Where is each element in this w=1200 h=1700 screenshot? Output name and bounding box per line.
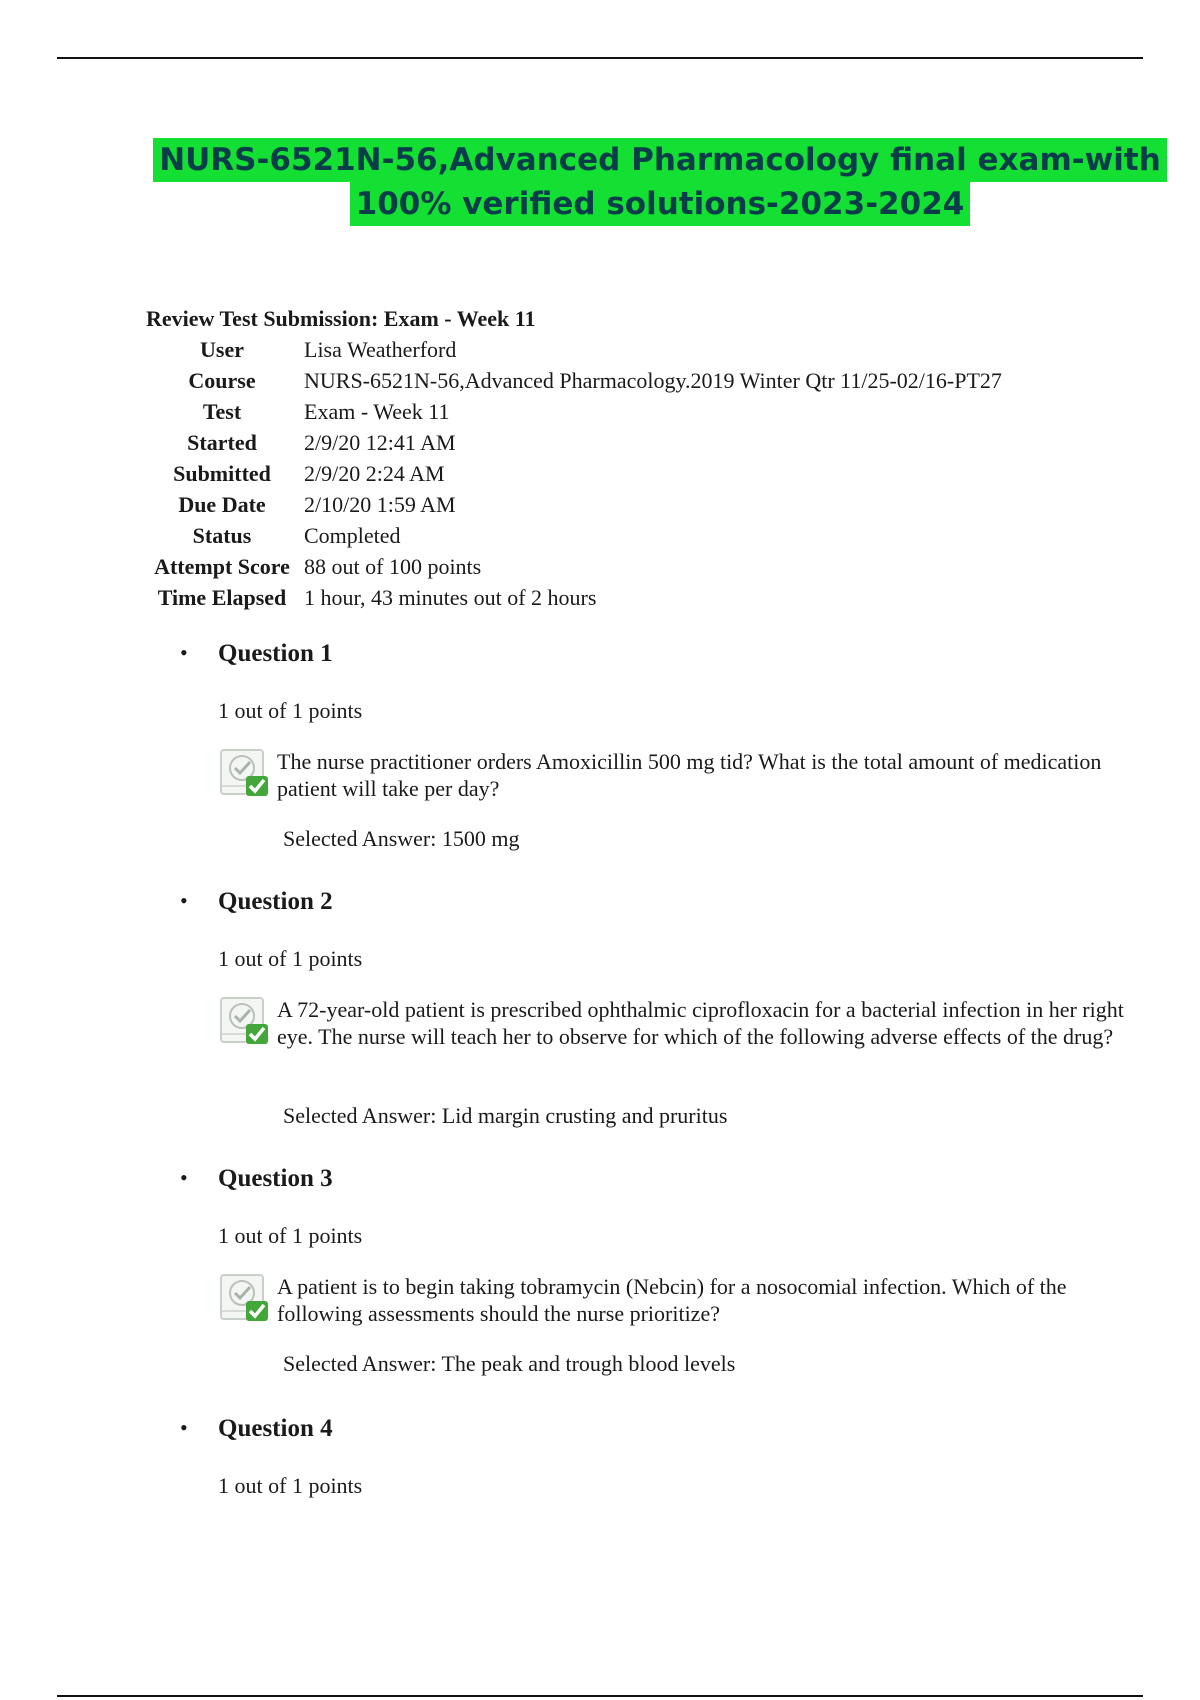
detail-row-test bbox=[146, 396, 1002, 427]
detail-label: Status bbox=[192, 522, 252, 548]
detail-label: Submitted bbox=[173, 460, 271, 486]
detail-value: 2/10/20 1:59 AM bbox=[304, 491, 456, 517]
bullet: • bbox=[180, 640, 188, 665]
detail-label: Attempt Score bbox=[154, 553, 290, 579]
selected-answer bbox=[283, 1103, 727, 1129]
detail-row-course bbox=[146, 365, 1002, 396]
question-text: The nurse practitioner orders Amoxicillin 500 mg tid? What is the total amount of medication patient will take per day? bbox=[277, 749, 1102, 801]
question-text: A 72-year-old patient is prescribed ophthalmic ciprofloxacin for a bacterial infection in her right eye. The nurse will teach her to observe for which of the following adverse effects of the drug? bbox=[277, 997, 1124, 1049]
detail-value: Completed bbox=[304, 522, 401, 548]
top-rule bbox=[57, 57, 1143, 59]
submission-details bbox=[146, 334, 1002, 613]
detail-row-started bbox=[146, 427, 1002, 458]
selected-answer-label: Selected Answer: bbox=[283, 1351, 437, 1376]
correct-check-icon bbox=[218, 1271, 272, 1325]
question-text: A patient is to begin taking tobramycin (Nebcin) for a nosocomial infection. Which of the following assessments should the nurse prioritize? bbox=[277, 1274, 1067, 1326]
detail-label: User bbox=[200, 336, 244, 362]
document-title bbox=[0, 138, 1200, 226]
detail-row-due-date bbox=[146, 489, 1002, 520]
correct-check-icon bbox=[218, 994, 272, 1048]
detail-row-status bbox=[146, 520, 1002, 551]
detail-row-user bbox=[146, 334, 1002, 365]
question-points: 1 out of 1 points bbox=[218, 1473, 363, 1498]
selected-answer-value: The peak and trough blood levels bbox=[441, 1351, 736, 1376]
detail-value: Lisa Weatherford bbox=[304, 336, 457, 362]
detail-label: Started bbox=[187, 429, 257, 455]
question-points: 1 out of 1 points bbox=[218, 698, 363, 723]
selected-answer bbox=[283, 1351, 735, 1377]
detail-value: NURS-6521N-56,Advanced Pharmacology.2019 Winter Qtr 11/25-02/16-PT27 bbox=[304, 367, 1002, 393]
bullet: • bbox=[180, 1165, 188, 1190]
detail-label: Time Elapsed bbox=[157, 584, 287, 610]
detail-value: 88 out of 100 points bbox=[304, 553, 482, 579]
selected-answer bbox=[283, 826, 519, 852]
detail-value: 2/9/20 12:41 AM bbox=[304, 429, 456, 455]
question-title: Question 1 bbox=[218, 640, 333, 667]
title-line-1: NURS-6521N-56,Advanced Pharmacology final exam-with bbox=[153, 138, 1167, 182]
question-points: 1 out of 1 points bbox=[218, 946, 363, 971]
question-title: Question 2 bbox=[218, 888, 333, 915]
bullet: • bbox=[180, 888, 188, 913]
bottom-rule bbox=[57, 1695, 1143, 1697]
detail-label: Test bbox=[202, 398, 242, 424]
detail-row-time-elapsed bbox=[146, 582, 1002, 613]
correct-check-icon bbox=[218, 746, 272, 800]
detail-row-attempt-score bbox=[146, 551, 1002, 582]
detail-value: 1 hour, 43 minutes out of 2 hours bbox=[304, 584, 597, 610]
detail-label: Course bbox=[188, 367, 256, 393]
selected-answer-label: Selected Answer: bbox=[283, 1103, 437, 1128]
detail-value: 2/9/20 2:24 AM bbox=[304, 460, 445, 486]
question-title: Question 3 bbox=[218, 1165, 333, 1192]
question-title: Question 4 bbox=[218, 1415, 333, 1442]
detail-value: Exam - Week 11 bbox=[304, 398, 450, 424]
detail-row-submitted bbox=[146, 458, 1002, 489]
selected-answer-label: Selected Answer: bbox=[283, 826, 437, 851]
title-line-2: 100% verified solutions-2023-2024 bbox=[350, 182, 971, 226]
question-points: 1 out of 1 points bbox=[218, 1223, 363, 1248]
review-heading: Review Test Submission: Exam - Week 11 bbox=[146, 306, 536, 331]
bullet: • bbox=[180, 1415, 188, 1440]
selected-answer-value: 1500 mg bbox=[441, 826, 520, 851]
selected-answer-value: Lid margin crusting and pruritus bbox=[441, 1103, 728, 1128]
detail-label: Due Date bbox=[178, 491, 266, 517]
